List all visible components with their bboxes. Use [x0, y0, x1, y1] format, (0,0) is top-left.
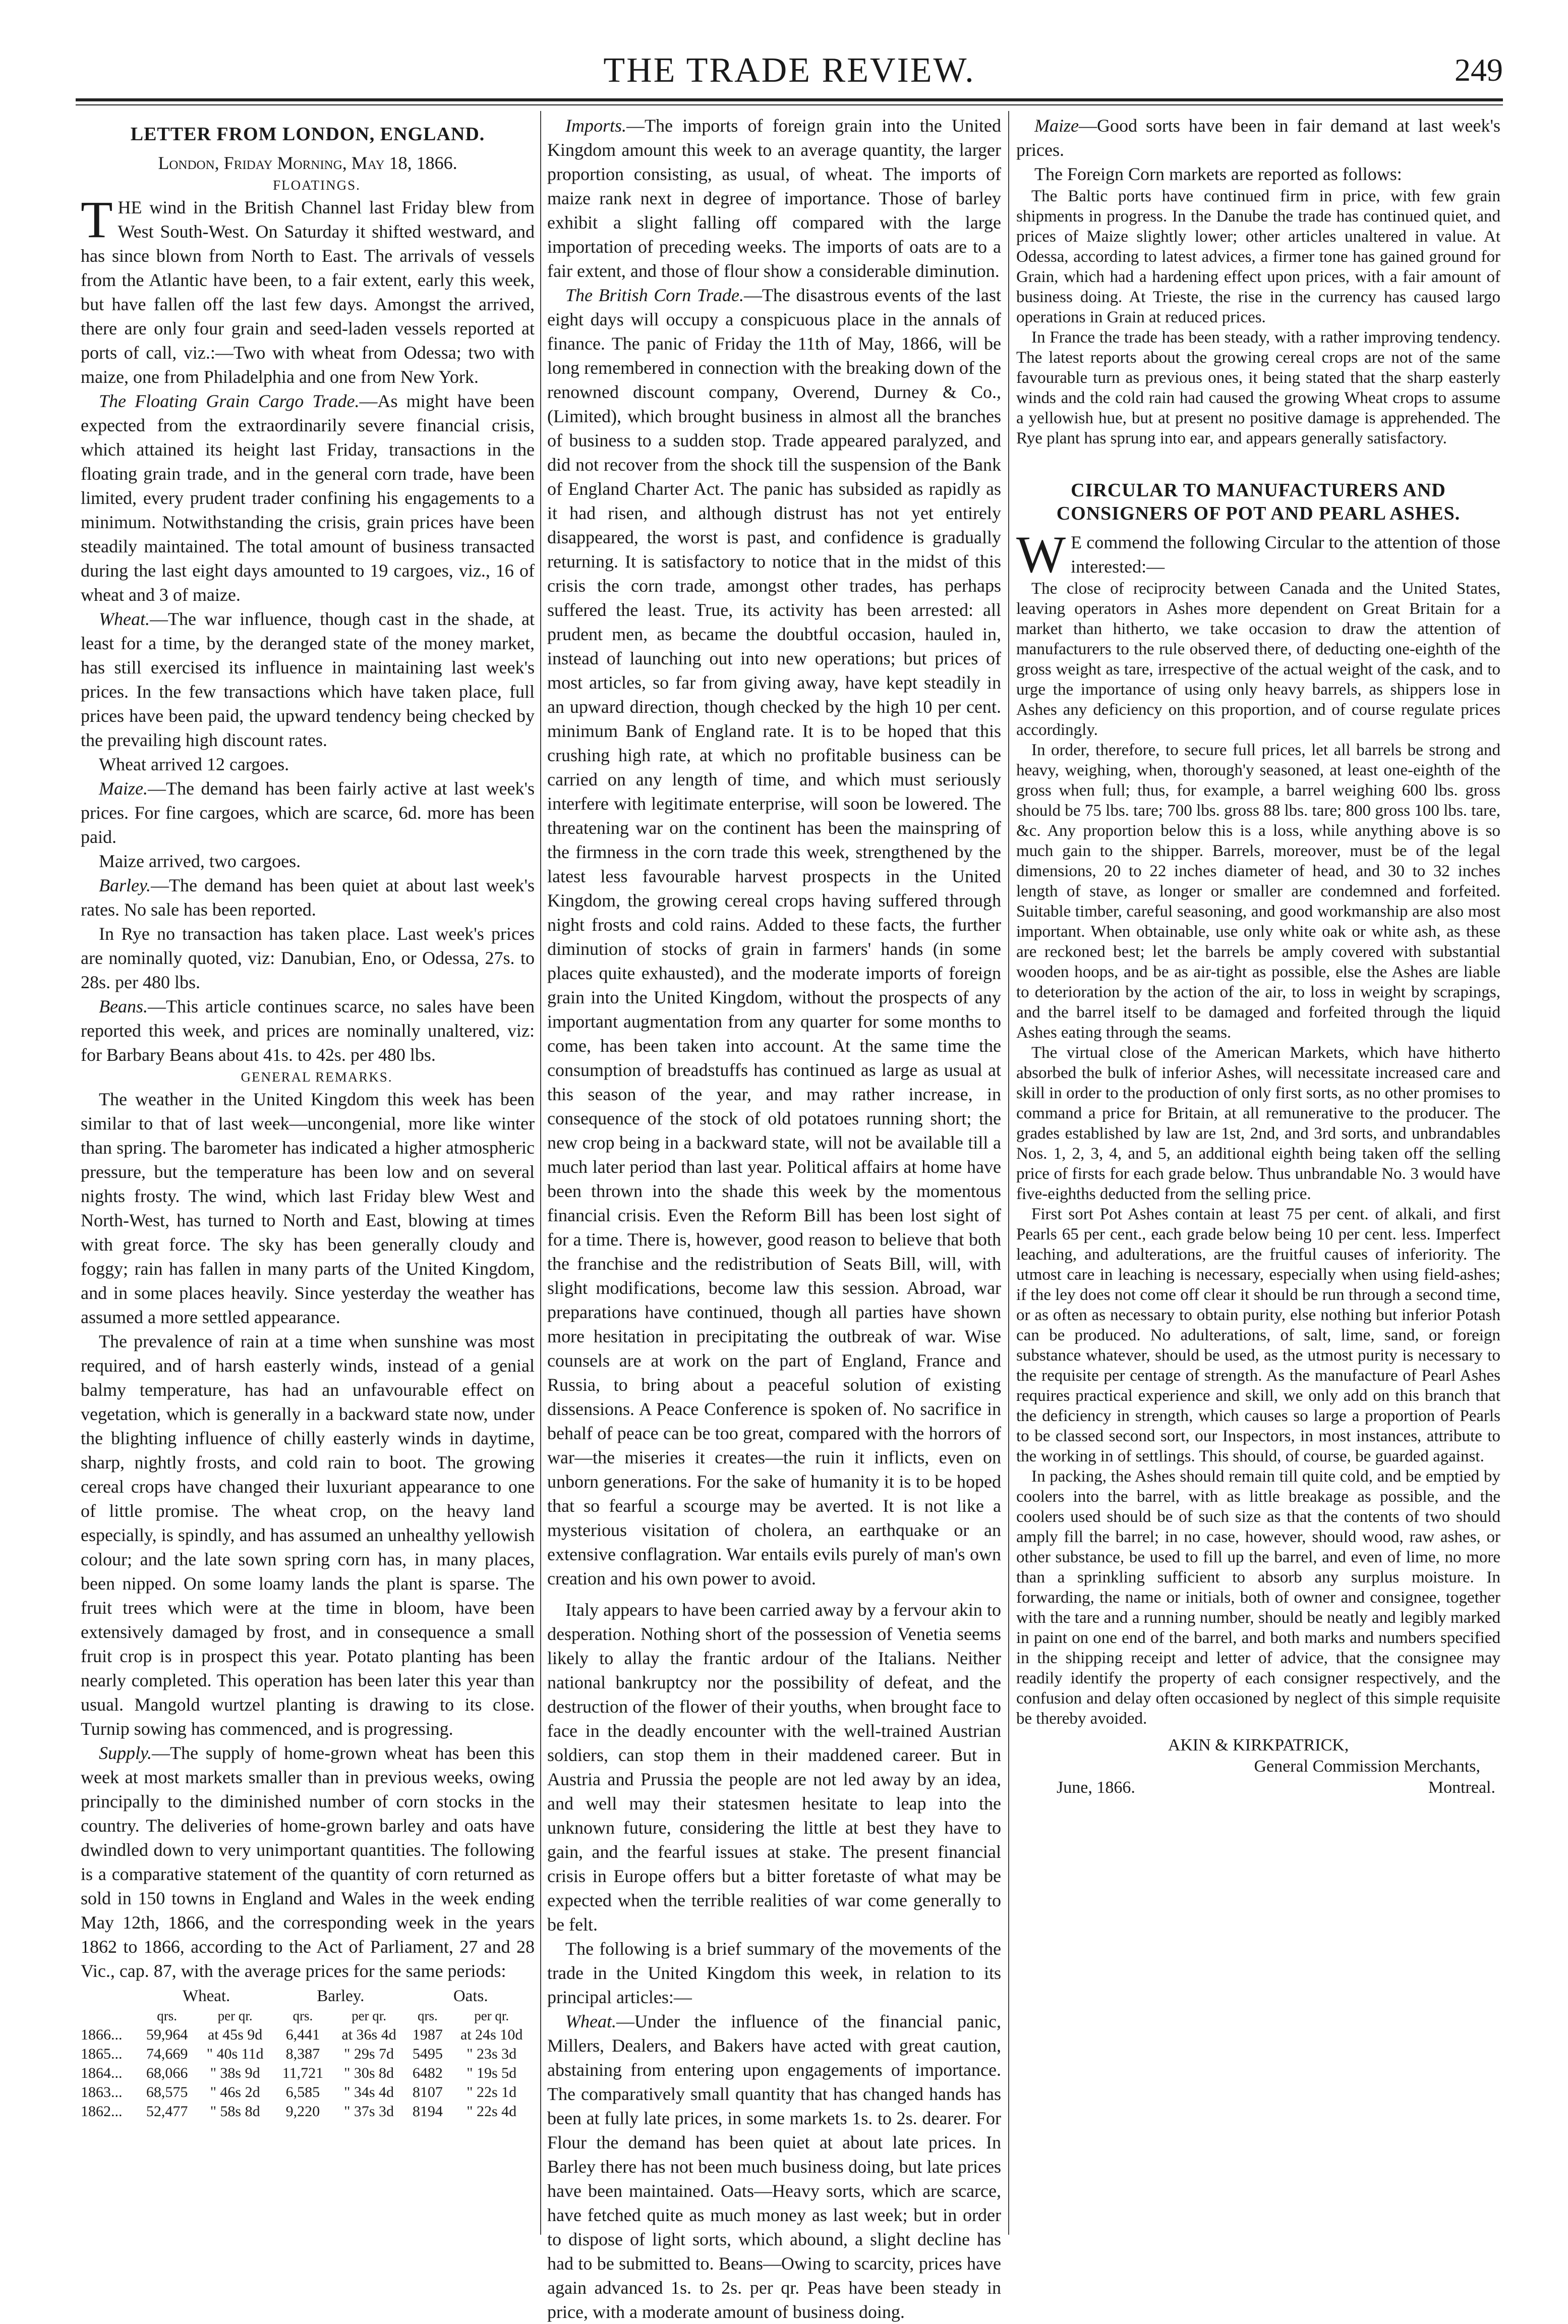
paragraph: Imports.—The imports of foreign grain into the United Kingdom amount this week to an average quantity, the larger proportion consisting, as usual, of wheat. The imports of maize rank next in degree of importance. Those of barley exhibit a slight falling off compared with the large importation of preceding weeks. The imports of oats are to a fair extent, and those of flour show a considerable diminution. — [547, 116, 1001, 281]
page-header — [76, 50, 1503, 106]
paragraph: Maize—Good sorts have been in fair demand at last week's prices. — [1016, 116, 1500, 160]
paragraph: W E commend the following Circular to the attention of those interested:— — [1016, 526, 1500, 584]
table-row: 1863... 68,575 " 46s 2d 6,585 " 34s 4d 8107 " 22s 1d — [81, 2084, 517, 2101]
header-rule — [76, 98, 1503, 101]
paragraph: Supply.—The supply of home-grown wheat has been this week at most markets smaller than in previous weeks, owing principally to the diminished number of corn stocks in the country. The deliveries of home-grown barley and oats have dwindled down to very unimportant quantities. The following is a comparative statement of the quantity of corn returned as sold in 150 towns in England and Wales in the week ending May 12th, 1866, and the corresponding week in the years 1862 to 1866, according to the Act of Parliament, 27 and 28 Vic., cap. 87, with the average prices for the same periods: — [81, 1743, 535, 1981]
paragraph: THE wind in the British Channel last Friday blew from West South-West. On Saturday it shifted westward, and has since blown from North to East. The arrivals of vessels from the Atlantic have been, to a fair extent, early this week, but have fallen off the last few days. Amongst the arrived, there are only four grain and seed-laden vessels reported at ports of call, viz.:—Two with wheat from Odessa; two with maize, one from Philadelphia and one from New York. — [81, 191, 535, 387]
paragraph: The weather in the United Kingdom this week has been similar to that of last week—uncongenial, more like winter than spring. The barometer has indicated a higher atmospheric pressure, but the temperature has been low and on several nights frosty. The wind, which last Friday blew West and North-West, has turned to North and East, blowing at times with great force. The sky has been generally cloudy and foggy; rain has fallen in many parts of the United Kingdom, and in some places heavily. Since yesterday the weather has assumed a more settled appearance. — [81, 1089, 535, 1327]
table-units-row: qrs. per qr. qrs. per qr. qrs. per qr. — [157, 2008, 509, 2023]
column-divider — [1008, 111, 1009, 2235]
dateline: London, Friday Morning, May 18, 1866. — [158, 153, 457, 173]
article-title: CIRCULAR TO MANUFACTURERS AND CONSIGNERS OF POT AND PEARL ASHES. — [1056, 480, 1461, 524]
paragraph: The prevalence of rain at a time when sunshine was most required, and of harsh easterly winds, instead of a genial balmy temperature, has had an unfavourable effect on vegetation, which is generally in a backward state now, under the blighting influence of chilly easterly winds in daytime, sharp, nightly frosts, and cold rain to boot. The growing cereal crops have changed their luxuriant appearance to one of little promise. The wheat crop, on the heavy land especially, is spindly, and has assumed an unhealthy yellowish colour; and the late sown spring corn has, in many places, been nipped. On some loamy lands the plant is sparse. The fruit trees which were at the time in bloom, have been extensively damaged by frost, and in consequence a small fruit crop is in prospect this year. Potato planting has been nearly completed. This operation has been later this year than usual. Mangold wurtzel planting is drawing to its close. Turnip sowing has commenced, and is progressing. — [81, 1331, 535, 1739]
circular-body — [1016, 579, 1500, 1729]
table-row: 1862... 52,477 " 58s 8d 9,220 " 37s 3d 8194 " 22s 4d — [81, 2103, 517, 2120]
signature-role: General Commission Merchants, — [1254, 1757, 1480, 1776]
paragraph: Maize arrived, two cargoes. — [99, 851, 301, 871]
section-heading: FLOATINGS. — [273, 178, 361, 193]
paragraph: Beans.—This article continues scarce, no sales have been reported this week, and prices are nominally unaltered, viz: for Barbary Beans about 41s. to 42s. per 480 lbs. — [81, 996, 535, 1065]
paragraph: In France the trade has been steady, with a rather improving tendency. The latest reports about the growing cereal crops are not of the same favourable turn as previous ones, it being stated that the sharp easterly winds and the cold rain had caused the growing Wheat crops to assume a yellowish hue, but at present no positive damage is apprehended. The Rye plant has sprung into ear, and appears generally satisfactory. — [1016, 328, 1500, 447]
paragraph: In order, therefore, to secure full prices, let all barrels be strong and heavy, weighing, when, thorough'y seasoned, at least one-eighth of the gross when full; thus, for example, a barrel weighing 600 lbs. gross should be 75 lbs. tare; 700 lbs. gross 88 lbs. tare; 800 gross 100 lbs. tare, &c. Any proportion below this is a loss, while anything above is so much gain to the shipper. Barrels, moreover, must be of the legal dimensions, 20 to 22 inches diameter of head, and 30 to 32 inches length of stave, as longer or smaller are condemned and forfeited. Suitable timber, careful seasoning, and good workmanship are also most important. When obtainable, use only white oak or white ash, as these are reckoned best; let the barrels be amply covered with substantial wooden hoops, and be as air-tight as possible, else the Ashes are liable to deterioration by the action of the air, to loss in weight by scrapings, and the barrel itself to be damaged and forfeited through the liquid Ashes eating through the seams. — [1016, 741, 1500, 1042]
paragraph: First sort Pot Ashes contain at least 75 per cent. of alkali, and first Pearls 65 per cent., each grade below being 10 per cent. less. Imperfect leaching, and adulterations, are the fruitful causes of inferiority. The utmost care in leaching is necessary, especially when using field-ashes; if the ley does not come off clear it should be run through a second time, or as often as necessary to obtain purity, else nothing but inferior Potash can be produced. No adulterations, of salt, lime, sand, or foreign substance whatever, should be used, as the utmost purity is necessary to the requisite per centage of strength. As the manufacture of Pearl Ashes requires practical experience and skill, we only add on this branch that the deficiency in strength, which causes so large a proportion of Pearls to be classed second sort, our Inspectors, in most instances, attribute to the working in of settlings. This should, of course, be guarded against. — [1016, 1205, 1500, 1465]
signature-block — [1016, 1735, 1500, 1798]
paragraph: Italy appears to have been carried away by a fervour akin to desperation. Nothing short of the possession of Venetia seems likely to allay the frantic ardour of the Italians. Neither national bankruptcy nor the possibility of defeat, and the destruction of the flower of their youths, when brought face to face in the deadly encounter with the well-trained Austrian soldiers, can stop them in their maddened career. But in Austria and Prussia the people are not led away by an idea, and well may their statesmen hesitate to leap into the unknown future, considering the little at best they have to gain, and the fearful issues at stake. The present financial crisis in Europe offers but a bitter foretaste of what may be expected when the terrible realities of war come generally to be felt. — [547, 1600, 1001, 1935]
paragraph: Barley.—The demand has been quiet at about last week's rates. No sale has been reported. — [81, 875, 535, 920]
paragraph: The virtual close of the American Markets, which have hitherto absorbed the bulk of inferior Ashes, will necessitate increased care and skill in order to the production of only first sorts, as no other promises to command a price for Britain, at all remunerative to the producer. The grades established by law are 1st, 2nd, and 3rd sorts, and unbrandables Nos. 1, 2, 3, 4, and 5, an additional eighth being taken off the selling price of firsts for each grade below. Thus unbrandable No. 3 would have five-eighths deducted from the selling price. — [1016, 1044, 1500, 1203]
column-2 — [547, 114, 1001, 2322]
paragraph: Wheat.—The war influence, though cast in the shade, at least for a time, by the deranged state of the money market, has still exercised its influence in maintaining last week's prices. In the few transactions which have taken place, full prices have been paid, the upward tendency being checked by the prevailing high discount rates. — [81, 609, 535, 750]
table-header-row: Wheat. Barley. Oats. — [182, 1987, 488, 2005]
table-row: 1865... 74,669 " 40s 11d 8,387 " 29s 7d 5495 " 23s 3d — [81, 2046, 517, 2062]
drop-cap: W — [1016, 526, 1066, 584]
paragraph: Wheat arrived 12 cargoes. — [99, 754, 289, 774]
paragraph: The close of reciprocity between Canada and the United States, leaving operators in Ashes more dependent on Great Britain for a market than hitherto, we take occasion to draw the attention of manufacturers to the rule observed there, of deducting one-eighth of the gross weight as tare, irrespective of the actual weight of the cask, and to urge the importance of using only heavy barrels, as shippers lose in Ashes any deficiency on this proportion, and of course regulate prices accordingly. — [1016, 580, 1500, 739]
paragraph: In packing, the Ashes should remain till quite cold, and be emptied by coolers into the barrel, with as little breakage as possible, and the coolers used should be of such size as that the contents of two should amply fill the barrel; in no case, however, should wood, raw ashes, or other substance, be used to fill up the barrel, and even of lime, no more than a sprinkling sufficient to absorb any surplus moisture. In forwarding, the name or initials, both of owner and consignee, together with the tare and a running number, should be neatly and legibly marked in paint on one end of the barrel, and both marks and numbers specified in the shipping receipt and letter of advice, that the consignee may readily identify the property of each consigner respectively, and the confusion and delay often occasioned by neglect of this simple requisite be thereby avoided. — [1016, 1467, 1500, 1728]
paragraph: The Foreign Corn markets are reported as follows: — [1034, 164, 1402, 184]
paragraph: The British Corn Trade.—The disastrous events of the last eight days will occupy a conspicuous place in the annals of finance. The panic of Friday the 11th of May, 1866, will be long remembered in connection with the breaking down of the renowned discount company, Overend, Durney & Co., (Limited), which brought business in almost all the branches of business to a sudden stop. Trade appeared paralyzed, and did not recover from the shock till the suspension of the Bank of England Charter Act. The panic has subsided as rapidly as it had risen, and although distrust has not yet entirely disappeared, the worst is past, and confidence is gradually returning. It is satisfactory to notice that in the midst of this crisis the corn trade, amongst other trades, has perhaps suffered the least. True, its activity has been arrested: all prudent men, as became the doubtful occasion, hauled in, instead of launching out into new operations; but prices of most articles, so far from giving away, have kept steadily in an upward direction, though checked by the high 10 per cent. minimum Bank of England rate. It is to be hoped that this crushing high rate, at which no profitable business can be carried on any length of time, and which must seriously interfere with legitimate enterprise, will soon be lowered. The threatening war on the continent has been the mainspring of the firmness in the corn trade this week, strengthened by the latest less favourable harvest prospects in the United Kingdom, the growing cereal crops having suffered through night frosts and cold rains. Added to these facts, the further diminution of stocks of grain in farmers' hands (in some places quite exhausted), and the moderate imports of foreign grain into the United Kingdom, without the prospects of any important augmentation from any quarter for some months to come, has been taken into account. At the same time the consumption of breadstuffs has continued as large as usual at this season of the year, and may rather increase, in consequence of the stock of old potatoes running short; the new crop being in a backward state, will not be available till a much later period than last year. Political affairs at home have been thrown into the shade this week by the momentous financial crisis. Even the Reform Bill has been lost sight of for a time. There is, however, good reason to believe that both the franchise and the redistribution of Seats Bill, will, with slight modifications, become law this session. Abroad, war preparations have continued, though all parties have shown more hesitation in precipitating the outbreak of war. Wise counsels are at work on the part of England, France and Russia, to bring about a peaceful solution of existing dissensions. A Peace Conference is spoken of. No sacrifice in behalf of peace can be too great, compared with the horrors of war—the miseries it creates—the ruin it inflicts, even on unborn generations. For the sake of humanity it is to be hoped that so fearful a scourge may be averted. It is not like a mysterious visitation of cholera, an earthquake or an extensive conflagration. War entails evils purely of man's own creation and his own power to avoid. — [547, 285, 1001, 1589]
signature-name: AKIN & KIRKPATRICK, — [1168, 1736, 1349, 1754]
paragraph: The Baltic ports have continued firm in price, with few grain shipments in progress. In the Danube the trade has continued quiet, and prices of Maize slightly lower; other articles unaltered in value. At Odessa, according to latest advices, a firmer tone has gained ground for Grain, which had a hardening effect upon prices, with a fair amount of business doing. At Trieste, the rise in the currency has caused largo operations in Grain at reduced prices. — [1016, 187, 1500, 326]
corn-returns-table — [81, 1986, 535, 2121]
paragraph: Maize.—The demand has been fairly active at last week's prices. For fine cargoes, which are scarce, 6d. more has been paid. — [81, 778, 535, 847]
signature-place: Montreal. — [1428, 1778, 1495, 1797]
publication-title: THE TRADE REVIEW. — [603, 51, 975, 90]
paragraph: The following is a brief summary of the movements of the trade in the United Kingdom this week, in relation to its principal articles:— — [547, 1939, 1001, 2007]
table-row: 1864... 68,066 " 38s 9d 11,721 " 30s 8d 6482 " 19s 5d — [81, 2065, 517, 2081]
signature-footer — [1016, 1777, 1500, 1798]
page-number: 249 — [1455, 52, 1503, 88]
header-rule-thin — [76, 104, 1503, 105]
column-1 — [81, 114, 535, 2247]
paragraph: Wheat.—Under the influence of the financial panic, Millers, Dealers, and Bakers have acted with great caution, abstaining from entering upon engagements of importance. The comparatively small quantity that has changed hands has been at fully late prices, in some markets 1s. to 2s. dearer. For Flour the demand has been quiet at about late prices. In Barley there has not been much business doing, but late prices have been maintained. Oats—Heavy sorts, which are scarce, have fetched quite as much money as last week; but in order to dispose of light sorts, which abound, a slight decline has had to be submitted to. Beans—Owing to scarcity, prices have again advanced 1s. to 2s. per qr. Peas have been steady in price, with a moderate amount of business doing. — [547, 2011, 1001, 2322]
table-row: 1866... 59,964 at 45s 9d 6,441 at 36s 4d 1987 at 24s 10d — [81, 2026, 523, 2043]
column-divider — [540, 111, 541, 2235]
paragraph: The Floating Grain Cargo Trade.—As might have been expected from the extraordinarily severe financial crisis, which attained its height last Friday, transactions in the floating grain trade, and in the general corn trade, have been limited, every prudent trader confining his engagements to a minimum. Notwithstanding the crisis, grain prices have been steadily maintained. The total amount of business transacted during the last eight days amounted to 19 cargoes, viz., 16 of wheat and 3 of maize. — [81, 391, 535, 605]
column-3 — [1016, 114, 1500, 2247]
drop-cap: T — [81, 191, 113, 249]
signature-date: June, 1866. — [1057, 1778, 1135, 1797]
paragraph: In Rye no transaction has taken place. Last week's prices are nominally quoted, viz: Danubian, Eno, or Odessa, 27s. to 28s. per 480 lbs. — [81, 924, 535, 992]
foreign-markets-report — [1016, 186, 1500, 448]
section-heading: GENERAL REMARKS. — [241, 1069, 393, 1085]
article-title: LETTER FROM LONDON, ENGLAND. — [130, 124, 485, 145]
